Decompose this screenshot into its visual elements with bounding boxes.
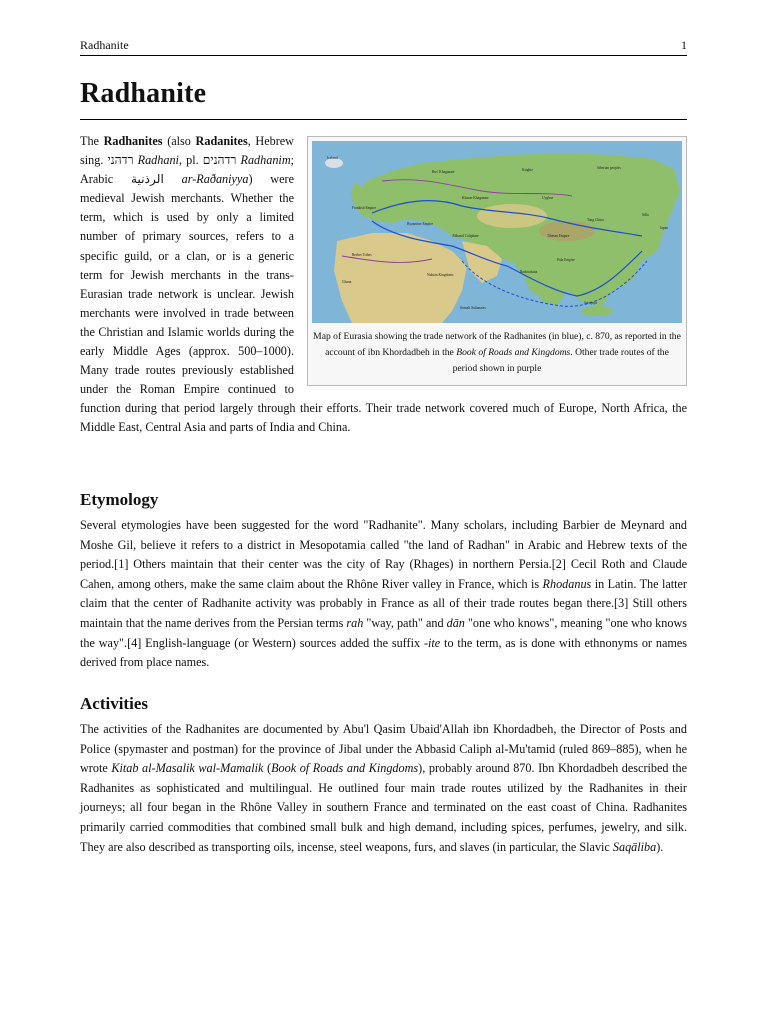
activities-text: ( [263, 761, 272, 776]
map-label-uyghur: Uyghur [542, 196, 553, 200]
intro-text: , Hebrew sing. [80, 134, 294, 168]
map-label-pala: Pala Empire [557, 258, 575, 262]
hebrew-plural: רדהנים [202, 153, 237, 168]
map-label-srivijaya: Srivijaya [584, 301, 597, 305]
running-header [80, 38, 687, 53]
activities-text: ). [656, 839, 664, 854]
etymology-text: in Latin. The latter claim that the center of Radhanite activity was probably in France as all of their trade routes began there.[3] Still others maintain that the name derives from the Persian terms [80, 576, 687, 630]
eurasia-trade-map[interactable] [312, 141, 682, 323]
header-rule [80, 55, 687, 56]
intro-text: ) were medieval Jewish merchants. Whether the term, which is used by only a limited number of primary sources, refers to a specific guild, or a clan, or is a generic term for Jewish merchants in the trans-Eurasian trade network is unclear. Jewish merchants were involved in trade between the Christian and Islamic worlds during the early Middle Ages (approx. 500–1000). Many trade routes previously established under the Roman Empire continued to function during that period largely through their efforts. Their trade network covered much of Europe, North Africa, the Middle East, Central Asia and parts of India and China. [80, 172, 687, 435]
term-ar-radaniyya: ar-Raðaniyya [181, 172, 249, 187]
book-title-english: Book of Roads and Kingdoms [271, 761, 419, 776]
map-label-byzantine: Byzantine Empire [407, 222, 434, 226]
map-sumatra [581, 306, 613, 316]
term-saqaliba: Saqāliba [612, 839, 657, 854]
activities-text: The activities of the Radhanites are documented by Abu'l Qasim Ubaid'Allah ibn Khordadbeh, the Director of Posts and Police (spymaster and postman) for the province of Jibal under the Abbasid Caliph al-Mu'tamid (ruled 869–885), when he wrote [80, 722, 687, 776]
book-title-arabic: Kitab al-Masalik wal-Mamalik [111, 761, 264, 776]
term-radhani: Radhani [137, 153, 179, 168]
map-label-japan: Japan [660, 226, 669, 230]
heading-etymology: Etymology [80, 490, 159, 509]
intro-text: The [80, 134, 104, 148]
intro-text: (also [162, 134, 196, 148]
term-dan: dān [446, 615, 465, 630]
map-label-abbasid: Abbasid Caliphate [452, 234, 479, 238]
page-number: 1 [681, 38, 687, 52]
page-title: Radhanite [80, 78, 207, 109]
map-label-kirghiz: Kirghiz [522, 168, 533, 172]
map-tibet-plateau [539, 221, 595, 241]
map-label-tang: Tang China [587, 218, 604, 222]
map-britain [351, 184, 363, 202]
map-label-khazar: Khazar Khaganate [462, 196, 489, 200]
activities-paragraph [80, 720, 687, 857]
term-radhanites: Radhanites [103, 134, 163, 148]
term-radhanim: Radhanim [240, 153, 291, 168]
intro-text [164, 172, 182, 186]
etymology-paragraph [80, 516, 687, 673]
term-radanites: Radanites [195, 134, 248, 148]
map-label-rashtrakuta: Rashtrakuta [520, 270, 538, 274]
map-label-somali: Somali Sultanates [460, 306, 486, 310]
intro-text: ; Arabic [80, 153, 295, 187]
etymology-text: "one who knows", meaning "one who knows the way".[4] English-language (or Western) sources added the suffix [80, 615, 687, 650]
map-label-ghana: Ghana [342, 280, 352, 284]
activities-text: ), probably around 870. Ibn Khordadbeh described the Radhanites as sophisticated and multilingual. He outlined four main trade routes utilized by the Radhanites in their journeys; all four began in the Rhône Valley in southern France and terminated on the east coast of China. Radhanites primarily carried commodities that combined small bulk and high demand, including spices, perfumes, jewelry, and silk. They are also described as transporting oils, incense, steel weapons, furs, and slaves (in particular, the Slavic [80, 761, 687, 854]
title-rule [80, 119, 687, 120]
map-label-franks: Frankish Empire [352, 206, 377, 210]
map-label-siberian: Siberian peoples [597, 166, 621, 170]
hebrew-singular: רדהני [107, 153, 134, 168]
etymology-text: to the term, as is done with ethnonyms or names derived from place names. [80, 635, 687, 670]
term-rah: rah [346, 615, 364, 630]
running-title: Radhanite [80, 38, 129, 52]
caption-text-2: . Other trade routes of the period shown in purple [452, 347, 669, 374]
caption-text-1: Map of Eurasia showing the trade network of the Radhanites (in blue), c. 870, as reported in the account of ibn Khordadbeh in the [313, 331, 681, 358]
intro-text: , pl. [178, 153, 203, 168]
map-label-sahara: Berber Tribes [352, 253, 372, 257]
map-label-rus: Rus' Khaganate [432, 170, 455, 174]
map-label-iceland: Iceland [327, 156, 338, 160]
map-label-tibet: Tibetan Empire [547, 234, 570, 238]
map-figure [307, 136, 687, 386]
term-ite: -ite [423, 635, 441, 650]
etymology-text: "way, path" and [363, 615, 447, 630]
caption-book-title: Book of Roads and Kingdoms [456, 347, 571, 358]
heading-activities: Activities [80, 694, 148, 713]
etymology-text: Several etymologies have been suggested for the word "Radhanite". Many scholars, including Barbier de Meynard and Moshe Gil, believe it refers to a district in Mesopotamia called "the land of Radhan" in Arabic and Hebrew texts of the period.[1] Others maintain that their center was the city of Ray (Rhages) in northern Persia.[2] Cecil Roth and Claude Cahen, among others, make the same claim about the Rhône River valley in France, which is [80, 518, 687, 591]
map-label-nubia: Nubian Kingdoms [427, 273, 454, 277]
intro-section [80, 132, 687, 438]
term-rhodanus: Rhodanus [542, 576, 592, 591]
map-label-silla: Silla [642, 213, 649, 217]
arabic-term: الرذنية [130, 172, 164, 187]
figure-caption [312, 329, 682, 377]
